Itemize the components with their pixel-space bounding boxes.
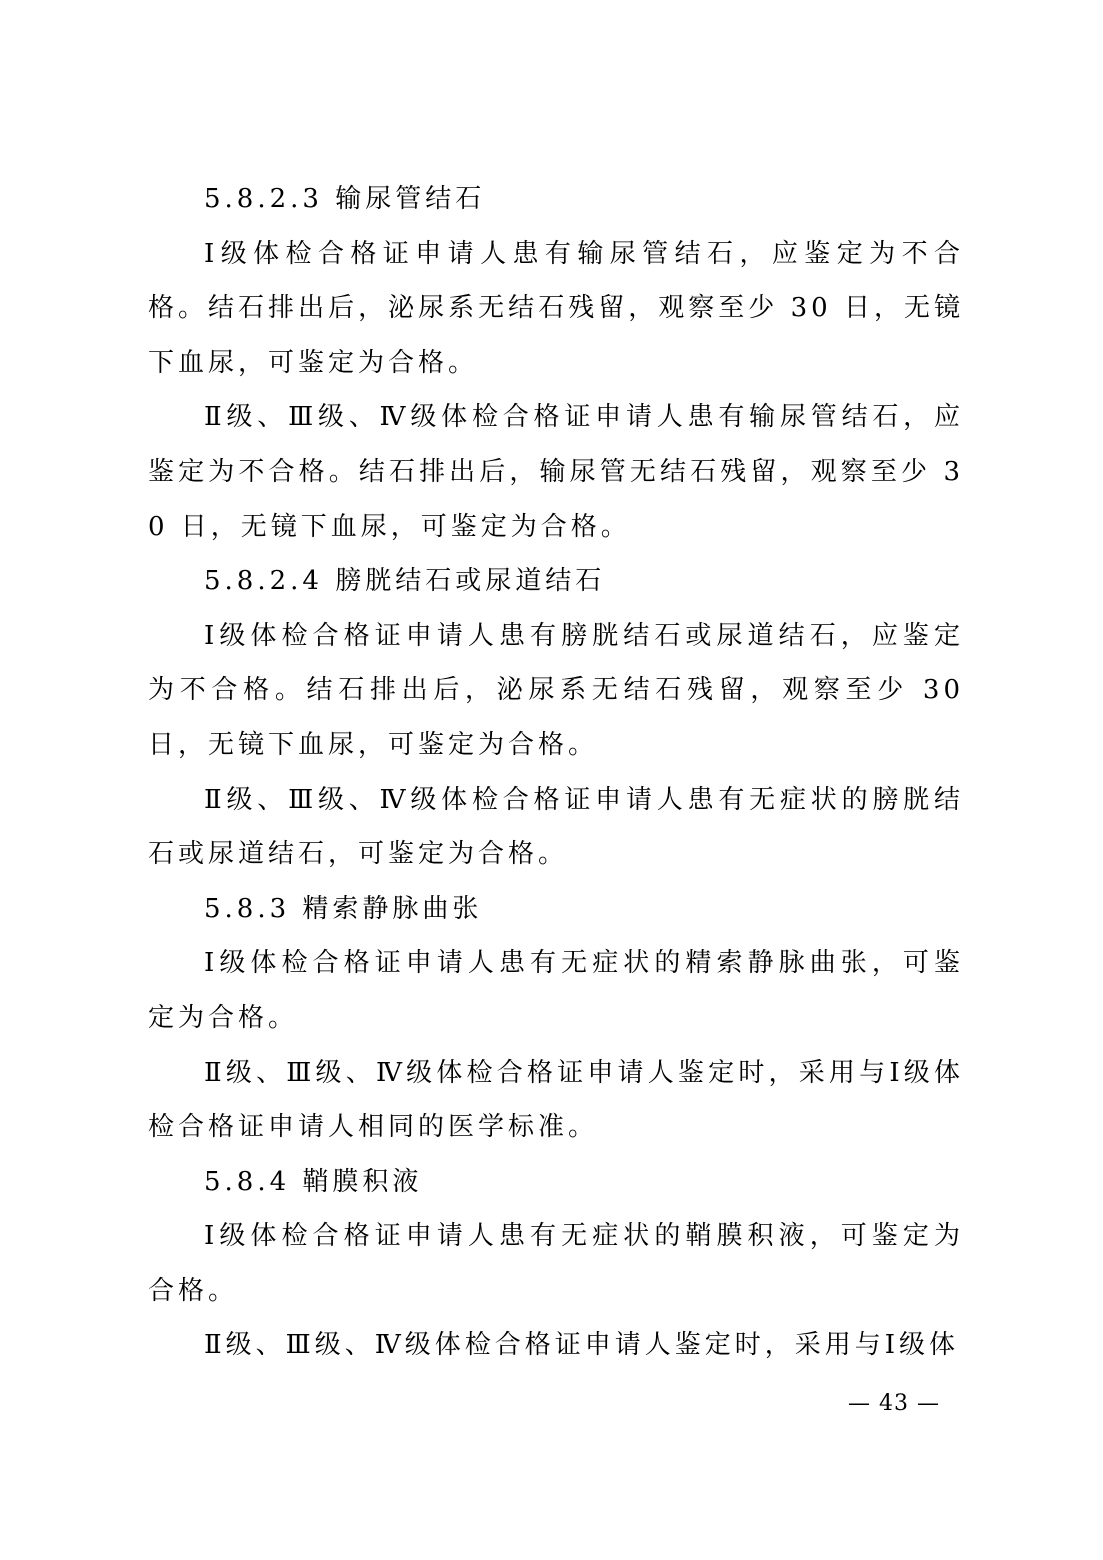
paragraph-class-2-4-ureter: Ⅱ级、Ⅲ级、Ⅳ级体检合格证申请人患有输尿管结石，应鉴定为不合格。结石排出后，输尿管无结石残留，观察至少 30 日，无镜下血尿，可鉴定为合格。 [148, 402, 964, 542]
section-heading-5-8-2-4: 5.8.2.4 膀胱结石或尿道结石 [204, 566, 606, 597]
document-body [148, 172, 964, 1373]
paragraph-class-1-ureter: Ⅰ级体检合格证申请人患有输尿管结石，应鉴定为不合格。结石排出后，泌尿系无结石残留，观察至少 30 日，无镜下血尿，可鉴定为合格。 [148, 238, 964, 378]
section-heading-5-8-4: 5.8.4 鞘膜积液 [204, 1166, 423, 1197]
paragraph-class-1-varicocele: Ⅰ级体检合格证申请人患有无症状的精索静脉曲张，可鉴定为合格。 [148, 948, 964, 1033]
section-heading-5-8-2-3: 5.8.2.3 输尿管结石 [204, 184, 486, 214]
paragraph-class-2-4-hydrocele: Ⅱ级、Ⅲ级、Ⅳ级体检合格证申请人鉴定时，采用与Ⅰ级体 [204, 1330, 959, 1361]
paragraph-class-2-4-bladder: Ⅱ级、Ⅲ级、Ⅳ级体检合格证申请人患有无症状的膀胱结石或尿道结石，可鉴定为合格。 [148, 784, 964, 870]
paragraph-class-2-4-varicocele: Ⅱ级、Ⅲ级、Ⅳ级体检合格证申请人鉴定时，采用与Ⅰ级体检合格证申请人相同的医学标准。 [148, 1057, 964, 1143]
section-heading-5-8-3: 5.8.3 精索静脉曲张 [204, 893, 483, 924]
paragraph-class-1-bladder: Ⅰ级体检合格证申请人患有膀胱结石或尿道结石，应鉴定为不合格。结石排出后，泌尿系无结石残留，观察至少 30 日，无镜下血尿，可鉴定为合格。 [148, 620, 964, 760]
paragraph-class-1-hydrocele: Ⅰ级体检合格证申请人患有无症状的鞘膜积液，可鉴定为合格。 [148, 1221, 964, 1306]
page-number: — 43 — [848, 1391, 940, 1416]
